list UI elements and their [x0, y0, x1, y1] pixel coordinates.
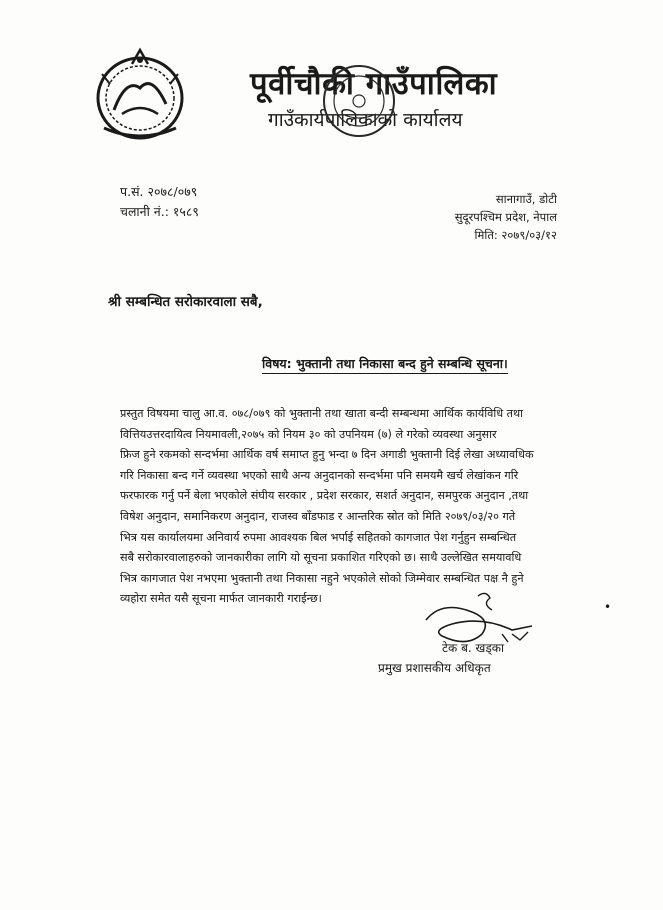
notice-body [120, 404, 648, 610]
patra-sankhya [120, 182, 199, 202]
body-line: भित्र कागजात पेश नभएमा भुक्तानी तथा निकासा नहुने भएकोले सोको जिम्मेवार सम्बन्धित पक्ष नै हुने [120, 571, 524, 585]
body-line: भित्र यस कार्यालयमा अनिवार्य रुपमा आवश्यक बिल भर्पाई सहितको कागजात पेश गर्नुहुन सम्बन्धित [120, 530, 517, 544]
stray-mark: • [604, 600, 612, 614]
date-value: २०७९/०३/१२ [501, 228, 557, 242]
chalani-label: चलानी नं.: [120, 204, 169, 219]
body-line: गरि निकासा बन्द गर्ने व्यवस्था भएको साथै अन्य अनुदानको सन्दर्भमा पनि समयमै खर्च लेखांकन गरि [120, 468, 519, 482]
body-line: वित्तियउत्तरदायित्व नियमावली,२०७५ को नियम ३० को उपनियम (७) ले गरेको व्यवस्था अनुसार [120, 427, 497, 441]
location-block [455, 190, 557, 244]
body-line: विषेश अनुदान, समानिकरण अनुदान, राजस्व बाँडफाड र आन्तरिक स्रोत को मिति २०७९/०३/२० गते [120, 509, 516, 523]
patra-label: प.सं. [120, 184, 144, 199]
date-label: मिति: [474, 228, 498, 242]
office-seal-stamp [320, 62, 398, 140]
signer-block [378, 638, 505, 678]
location-line-2: सुदूरपश्चिम प्रदेश, नेपाल [454, 210, 557, 224]
nepal-emblem-logo [92, 44, 188, 144]
office-subtitle: गाउँकार्यपालिकाको कार्यालय [268, 109, 463, 131]
location-line-1: सानागाउँ, डोटी [495, 192, 557, 206]
body-line: फरफारक गर्नु पर्ने बेला भएकोले संघीय सरकार , प्रदेश सरकार, सशर्त अनुदान, समपुरक अनुदान ,तथा [120, 489, 529, 503]
chalani-value: १५८९ [172, 204, 199, 219]
body-line: प्रस्तुत विषयमा चालु आ.व. ०७८/०७९ को भुक्तानी तथा खाता बन्दी सम्बन्धमा आर्थिक कार्यविधि तथा [120, 407, 524, 420]
subject-line: विषय: भुक्तानी तथा निकासा बन्द हुने सम्बन्धि सूचना। [262, 355, 508, 374]
letter-date [455, 226, 557, 244]
chalani-number [120, 202, 199, 222]
body-line: सबै सरोकारवालाहरुको जानकारीका लागि यो सूचना प्रकाशित गरिएको छ। साथै उल्लेखित समयावधि [120, 551, 522, 565]
reference-block [120, 182, 199, 222]
office-title: पूर्वीचौकी गाउँपालिका [250, 66, 498, 102]
signer-name: टेक ब. खड्का [442, 641, 505, 655]
body-line: फ्रिज हुने रकमको सन्दर्भमा आर्थिक वर्ष समाप्त हुनु भन्दा ७ दिन अगाडी भुक्तानी दिई लेखा अध्यावधिक [120, 448, 534, 462]
signer-position: प्रमुख प्रशासकीय अधिकृत [378, 661, 491, 675]
recipient-line: श्री सम्बन्धित सरोकारवाला सबै, [108, 294, 263, 310]
patra-value: २०७८/०७९ [147, 184, 198, 199]
body-line: व्यहोरा समेत यसै सूचना मार्फत जानकारी गराईन्छ। [120, 592, 322, 606]
